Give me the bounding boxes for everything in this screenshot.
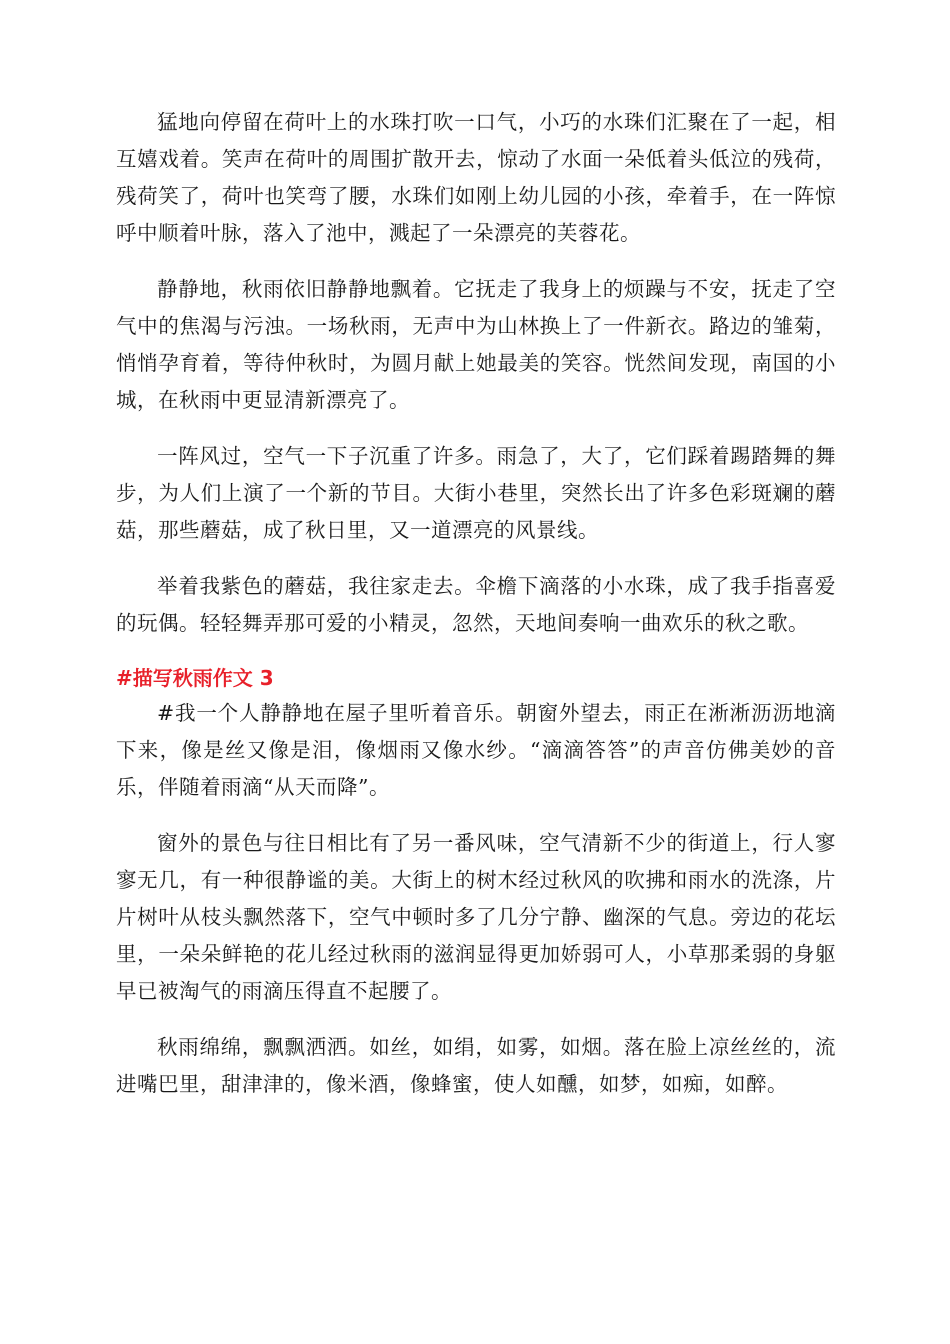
document-page <box>116 104 836 1122</box>
paragraph-6: 窗外的景色与往日相比有了另一番风味，空气清新不少的街道上，行人寥寥无几，有一种很静谧的美。大街上的树木经过秋风的吹拂和雨水的洗涤，片片树叶从枝头飘然落下，空气中顿时多了几分宁静、幽深的气息。旁边的花坛里，一朵朵鲜艳的花儿经过秋雨的滋润显得更加娇弱可人，小草那柔弱的身躯早已被淘气的雨滴压得直不起腰了。 <box>116 831 836 1003</box>
paragraph-1: 猛地向停留在荷叶上的水珠打吹一口气，小巧的水珠们汇聚在了一起，相互嬉戏着。笑声在荷叶的周围扩散开去，惊动了水面一朵低着头低泣的残荷，残荷笑了，荷叶也笑弯了腰，水珠们如刚上幼儿园的小孩，牵着手，在一阵惊呼中顺着叶脉，落入了池中，溅起了一朵漂亮的芙蓉花。 <box>116 110 836 245</box>
paragraph-4: 举着我紫色的蘑菇，我往家走去。伞檐下滴落的小水珠，成了我手指喜爱的玩偶。轻轻舞弄那可爱的小精灵，忽然，天地间奏响一曲欢乐的秋之歌。 <box>116 574 836 635</box>
paragraph-2: 静静地，秋雨依旧静静地飘着。它抚走了我身上的烦躁与不安，抚走了空气中的焦渴与污浊。一场秋雨，无声中为山林换上了一件新衣。路边的雏菊，悄悄孕育着，等待仲秋时，为圆月献上她最美的笑容。恍然间发现，南国的小城，在秋雨中更显清新漂亮了。 <box>116 277 836 412</box>
section-heading: #描写秋雨作文 3 <box>116 666 274 690</box>
paragraph-7: 秋雨绵绵，飘飘洒洒。如丝，如绢，如雾，如烟。落在脸上凉丝丝的，流进嘴巴里，甜津津的，像米酒，像蜂蜜，使人如醺，如梦，如痴，如醉。 <box>116 1035 836 1096</box>
paragraph-5: #我一个人静静地在屋子里听着音乐。朝窗外望去，雨正在淅淅沥沥地滴下来，像是丝又像是泪，像烟雨又像水纱。“滴滴答答”的声音仿佛美妙的音乐，伴随着雨滴“从天而降”。 <box>116 701 836 799</box>
paragraph-3: 一阵风过，空气一下子沉重了许多。雨急了，大了，它们踩着踢踏舞的舞步，为人们上演了一个新的节目。大街小巷里，突然长出了许多色彩斑斓的蘑菇，那些蘑菇，成了秋日里，又一道漂亮的风景线。 <box>116 444 836 542</box>
